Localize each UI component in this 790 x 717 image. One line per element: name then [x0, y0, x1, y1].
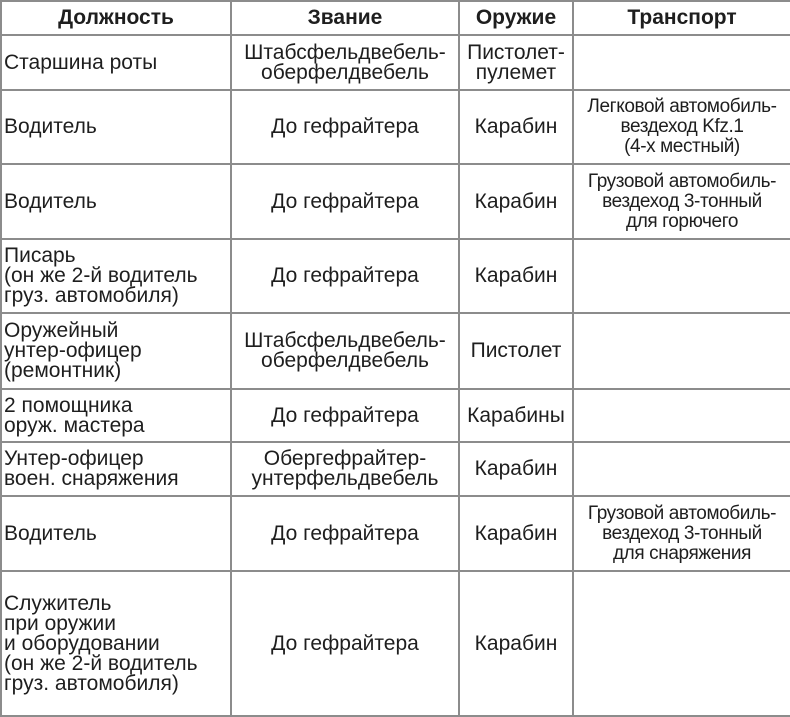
- rank-cell-line: Штабсфельдвебель-: [244, 329, 446, 352]
- header-weapon: Оружие: [459, 1, 573, 35]
- transport-cell-line: Грузовой автомобиль-: [587, 502, 777, 524]
- rank-cell: [231, 239, 459, 313]
- weapon-cell-line: Пистолет: [470, 339, 562, 362]
- transport-cell: [573, 496, 790, 571]
- table-row: [1, 442, 790, 496]
- header-transport: Транспорт: [573, 1, 790, 35]
- transport-cell: [573, 442, 790, 496]
- table-header: [1, 1, 790, 35]
- rank-cell-line: Штабсфельдвебель-: [244, 40, 446, 64]
- rank-cell-line: До гефрайтера: [271, 264, 419, 287]
- position-cell: [1, 239, 231, 313]
- position-cell: [1, 313, 231, 389]
- transport-cell: [573, 571, 790, 716]
- weapon-cell: [459, 35, 573, 90]
- table-row: [1, 164, 790, 239]
- rank-cell: [231, 442, 459, 496]
- header-position: Должность: [1, 1, 231, 35]
- position-cell-line: при оружии: [4, 611, 116, 635]
- position-cell-line: Писарь: [4, 244, 76, 267]
- weapon-cell-line: Карабин: [474, 189, 558, 213]
- transport-cell-line: вездеход Kfz.1: [620, 116, 744, 137]
- position-cell: [1, 164, 231, 239]
- transport-cell-line: Легковой автомобиль-: [587, 96, 777, 117]
- position-cell-line: 2 помощника: [4, 393, 133, 417]
- weapon-cell-line: Карабин: [474, 457, 558, 480]
- transport-cell-line: вездеход 3-тонный: [602, 190, 762, 212]
- transport-cell-line: для горючего: [626, 210, 738, 232]
- header-rank: Звание: [231, 1, 459, 35]
- position-cell-line: (он же 2-й водитель: [4, 651, 198, 675]
- table-row: [1, 571, 790, 716]
- transport-cell-line: Грузовой автомобиль-: [587, 170, 777, 192]
- position-cell-line: Унтер-офицер: [4, 447, 144, 470]
- position-cell: [1, 35, 231, 90]
- header-row: [1, 1, 790, 35]
- weapon-cell: [459, 442, 573, 496]
- rank-cell: [231, 90, 459, 164]
- position-cell: [1, 389, 231, 442]
- transport-cell: [573, 90, 790, 164]
- rank-cell-line: До гефрайтера: [271, 403, 419, 427]
- position-cell-line: воен. снаряжения: [4, 467, 179, 490]
- rank-cell-line: оберфелдвебель: [261, 349, 429, 372]
- weapon-cell-line: Карабин: [474, 631, 558, 655]
- weapon-cell: [459, 389, 573, 442]
- transport-cell-line: для снаряжения: [612, 542, 751, 564]
- transport-cell-line: вездеход 3-тонный: [602, 522, 762, 544]
- position-cell-line: и оборудовании: [4, 631, 160, 655]
- weapon-cell-line: Карабины: [467, 403, 565, 427]
- rank-cell-line: До гефрайтера: [271, 189, 419, 213]
- rank-cell-line: унтерфельдвебель: [251, 467, 439, 490]
- weapon-cell: [459, 496, 573, 571]
- position-cell-line: Водитель: [4, 189, 97, 213]
- table-row: [1, 90, 790, 164]
- rank-cell-line: До гефрайтера: [271, 115, 419, 138]
- weapon-cell: [459, 164, 573, 239]
- weapon-cell: [459, 571, 573, 716]
- position-cell-line: Водитель: [4, 115, 97, 138]
- position-cell-line: Оружейный: [4, 319, 119, 342]
- table-row: [1, 239, 790, 313]
- position-cell-line: Водитель: [4, 521, 97, 545]
- position-cell: [1, 442, 231, 496]
- rank-cell: [231, 496, 459, 571]
- rank-cell: [231, 571, 459, 716]
- weapon-cell: [459, 239, 573, 313]
- weapon-cell-line: пулемет: [475, 60, 557, 84]
- position-cell-line: Служитель: [4, 591, 112, 615]
- rank-cell-line: До гефрайтера: [271, 631, 419, 655]
- weapon-cell-line: Карабин: [474, 115, 558, 138]
- position-cell: [1, 571, 231, 716]
- position-cell-line: Старшина роты: [4, 50, 158, 74]
- weapon-cell-line: Карабин: [474, 521, 558, 545]
- weapon-cell-line: Карабин: [474, 264, 558, 287]
- weapon-cell: [459, 313, 573, 389]
- table-row: [1, 389, 790, 442]
- table-body: [1, 35, 790, 716]
- transport-cell: [573, 35, 790, 90]
- position-cell-line: (ремонтник): [4, 359, 122, 382]
- rank-cell: [231, 389, 459, 442]
- transport-cell: [573, 239, 790, 313]
- position-cell: [1, 90, 231, 164]
- weapon-cell: [459, 90, 573, 164]
- rank-cell: [231, 164, 459, 239]
- rank-cell-line: оберфелдвебель: [261, 60, 429, 84]
- position-cell-line: груз. автомобиля): [4, 284, 179, 307]
- position-cell-line: (он же 2-й водитель: [4, 264, 198, 287]
- position-cell: [1, 496, 231, 571]
- transport-cell: [573, 389, 790, 442]
- position-cell-line: оруж. мастера: [4, 413, 145, 437]
- transport-cell: [573, 313, 790, 389]
- rank-cell-line: Обергефрайтер-: [263, 447, 427, 470]
- weapon-cell-line: Пистолет-: [467, 40, 565, 64]
- rank-cell: [231, 313, 459, 389]
- rank-cell-line: До гефрайтера: [271, 521, 419, 545]
- position-cell-line: груз. автомобиля): [4, 671, 179, 695]
- rank-cell: [231, 35, 459, 90]
- table-row: [1, 35, 790, 90]
- table-row: [1, 313, 790, 389]
- position-cell-line: унтер-офицер: [4, 339, 142, 362]
- table-row: [1, 496, 790, 571]
- transport-cell-line: (4-х местный): [624, 136, 740, 157]
- transport-cell: [573, 164, 790, 239]
